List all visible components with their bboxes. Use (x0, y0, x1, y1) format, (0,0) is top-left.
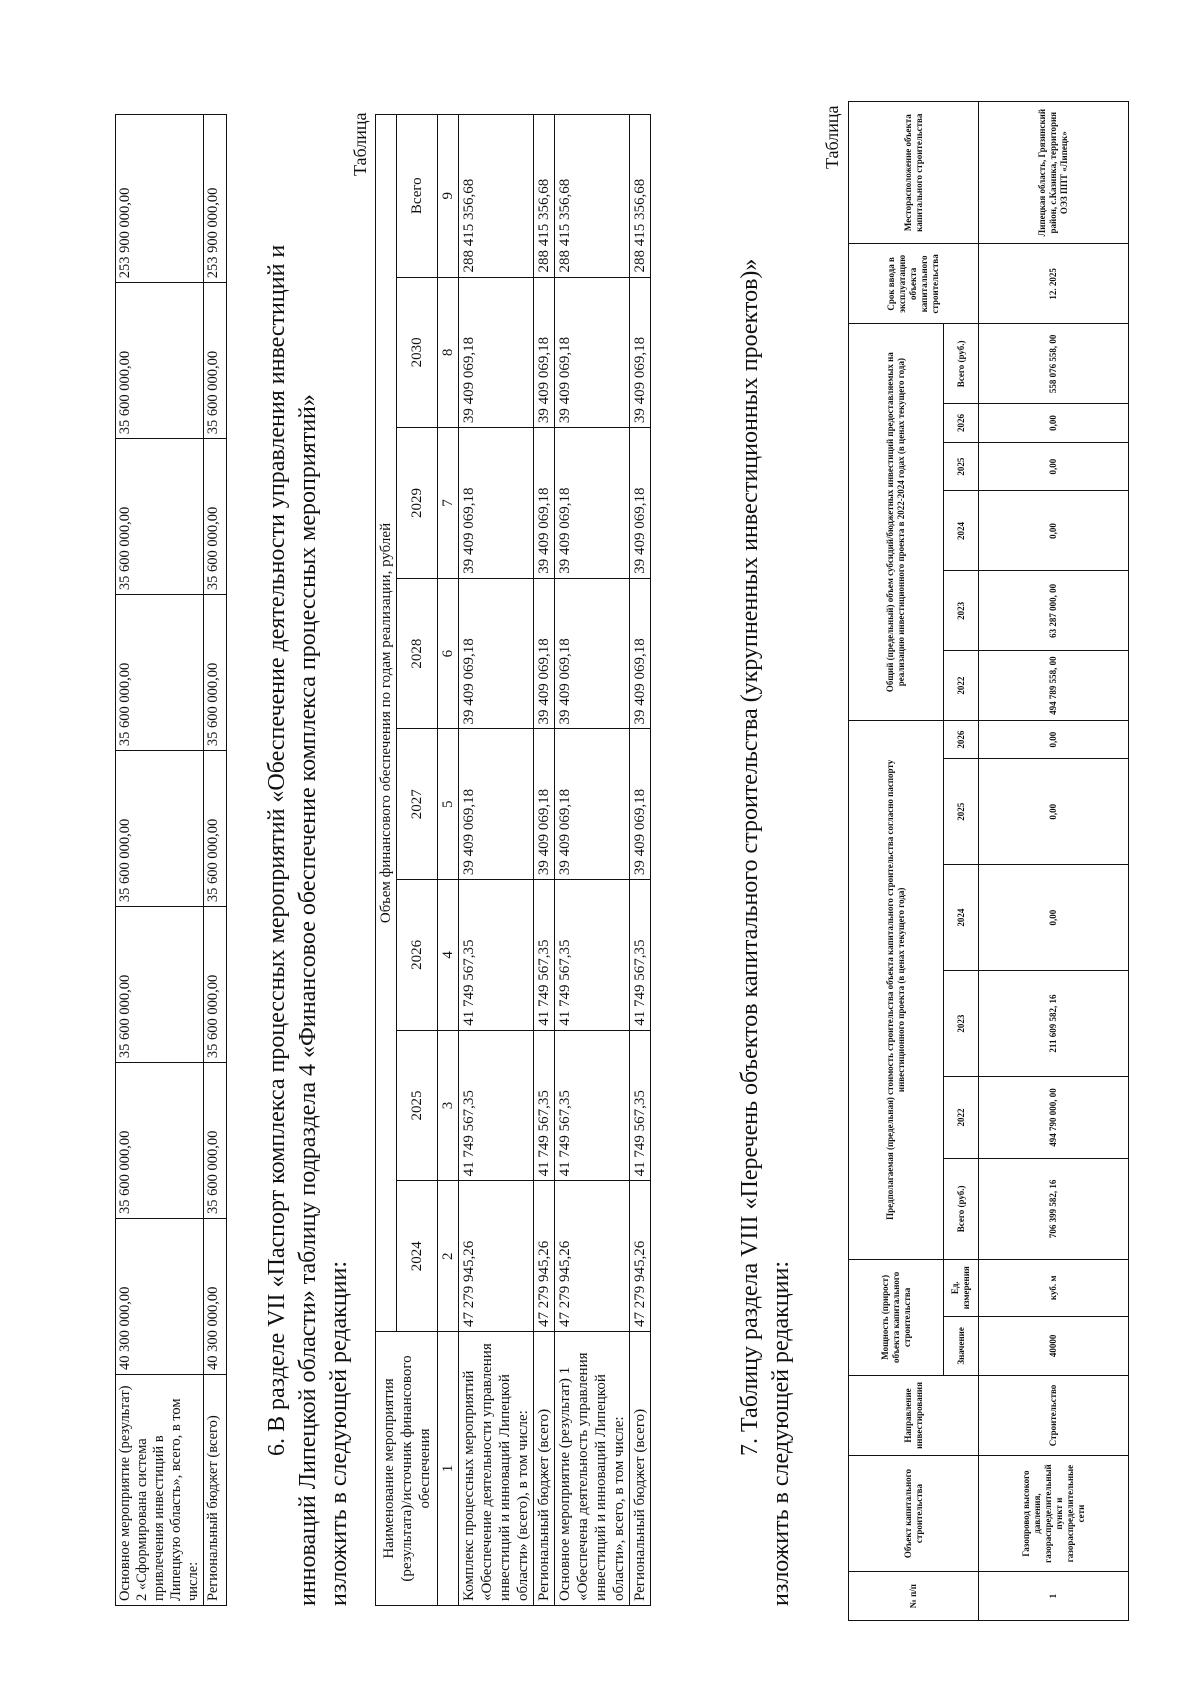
head-direction: Направление инвестирования (849, 1375, 979, 1455)
cell: 39 409 069,18 (534, 578, 555, 729)
cell: 39 409 069,18 (459, 428, 534, 579)
col-number: 8 (438, 277, 459, 428)
head-subsidy-year: 2022 (944, 651, 979, 721)
section-6-line1: 6. В разделе VII «Паспорт комплекса процессных мероприятий «Обеспечение деятельности управления инвестиций и (264, 244, 290, 1456)
row-subsidy-year: 0,00 (979, 491, 1129, 571)
head-subsidy-year: 2025 (944, 442, 979, 491)
row-direction: Строительство (979, 1375, 1129, 1455)
cell: 41 749 567,35 (534, 880, 555, 1031)
cell: 35 600 000,00 (116, 283, 204, 439)
head-subsidy-year: 2024 (944, 491, 979, 571)
cell: 41 749 567,35 (459, 880, 534, 1031)
cell: 35 600 000,00 (116, 907, 204, 1063)
row-deadline: 12. 2025 (979, 244, 1129, 324)
table-row (534, 115, 555, 1606)
cell: 253 900 000,00 (116, 115, 204, 283)
cell: 40 300 000,00 (204, 1219, 227, 1375)
cell: 41 749 567,35 (555, 880, 630, 1031)
row-subsidy-year: 63 287 000, 00 (979, 571, 1129, 651)
table-row (555, 115, 630, 1606)
section-6-heading (262, 106, 355, 1606)
cell: 39 409 069,18 (555, 277, 630, 428)
cell: 39 409 069,18 (555, 729, 630, 880)
cell: 39 409 069,18 (534, 428, 555, 579)
row-location: Липецкая область, Грязинский район, с.Казинка, территория ОЭЗ ППТ «Липецк» (979, 102, 1129, 244)
head-cost-year: 2026 (944, 720, 979, 758)
row-subsidy-year: 494 789 558, 00 (979, 651, 1129, 721)
section-6-line3: изложить в следующей редакции: (326, 1260, 352, 1606)
cell: 39 409 069,18 (555, 428, 630, 579)
section-7-line2: изложить в следующей редакции: (768, 1260, 794, 1606)
cell: 35 600 000,00 (204, 751, 227, 907)
cell: 41 749 567,35 (630, 880, 651, 1031)
table-header-row (849, 102, 944, 1621)
cell: 35 600 000,00 (116, 1063, 204, 1219)
head-object: Объект капитального строительства (849, 1455, 979, 1571)
row-name: Региональный бюджет (всего) (204, 1375, 227, 1606)
col-number: 7 (438, 428, 459, 579)
table-row (979, 102, 1129, 1621)
table-row (204, 115, 227, 1606)
year-header: 2027 (397, 729, 438, 880)
row-subsidy-year: 0,00 (979, 442, 1129, 491)
cell: 41 749 567,35 (630, 1030, 651, 1181)
cell: 39 409 069,18 (630, 277, 651, 428)
row-subsidy-total: 558 076 558, 00 (979, 324, 1129, 404)
cell: 39 409 069,18 (459, 578, 534, 729)
cell: 40 300 000,00 (116, 1219, 204, 1375)
year-header: 2029 (397, 428, 438, 579)
row-cost-year: 494 790 000, 00 (979, 1077, 1129, 1159)
table-row (116, 115, 204, 1606)
cell: 35 600 000,00 (204, 595, 227, 751)
head-capacity-value: Значение (944, 1316, 979, 1375)
row-cost-year: 0,00 (979, 720, 1129, 758)
col-number: 3 (438, 1030, 459, 1181)
col-number: 5 (438, 729, 459, 880)
col-number: 4 (438, 880, 459, 1031)
cell: 35 600 000,00 (116, 595, 204, 751)
cell: 39 409 069,18 (555, 578, 630, 729)
cell: 253 900 000,00 (204, 115, 227, 283)
cell: 35 600 000,00 (204, 283, 227, 439)
head-location: Месторасположение объекта капитального строительства (849, 102, 979, 244)
head-cost: Предполагаемая (предельная) стоимость строительства объекта капитального строительства согласно паспорту инвестиционного проекта (в ценах текущего года) (849, 720, 944, 1259)
head-cost-total: Всего (руб.) (944, 1159, 979, 1260)
year-header: 2026 (397, 880, 438, 1031)
table-caption: Таблица (822, 105, 842, 169)
table-caption: Таблица (350, 112, 370, 176)
cell: 39 409 069,18 (630, 729, 651, 880)
head-name: Наименование мероприятия (результата)/источник финансового обеспечения (376, 1332, 438, 1606)
col-number: 2 (438, 1181, 459, 1332)
cell: 47 279 945,26 (459, 1181, 534, 1332)
col-number: 6 (438, 578, 459, 729)
table-header-row (376, 115, 397, 1606)
objects-table (848, 101, 1129, 1621)
year-header: Всего (397, 115, 438, 278)
head-cost-year: 2023 (944, 971, 979, 1077)
head-subsidy: Общий (предельный) объем субсидий/бюджетных инвестиций предоставляемых на реализацию инвестиционного проекта в 2022-2024 годах (в ценах текущего года) (849, 324, 944, 721)
cell: 35 600 000,00 (204, 439, 227, 595)
head-cost-year: 2024 (944, 865, 979, 971)
row-capacity-unit: куб. м (979, 1259, 1129, 1316)
section-7-line1: 7. Таблицу раздела VIII «Перечень объектов капитального строительства (укрупненных инвестиционных проектов)» (737, 258, 763, 1456)
row-subsidy-year: 0,00 (979, 404, 1129, 442)
column-number-row (438, 115, 459, 1606)
year-header: 2028 (397, 578, 438, 729)
cell: 35 600 000,00 (204, 907, 227, 1063)
cell: 47 279 945,26 (555, 1181, 630, 1332)
col-number: 9 (438, 115, 459, 278)
finance-table (375, 114, 651, 1606)
section-6-line2: инноваций Липецкой области» таблицу подраздела 4 «Финансовое обеспечение комплекса процессных мероприятий» (295, 394, 321, 1606)
row-name: Основное мероприятие (результат) 1 «Обеспечена деятельность управления инвестиций и инноваций Липецкой области», всего, в том числе: (555, 1332, 630, 1606)
row-name: Региональный бюджет (всего) (534, 1332, 555, 1606)
head-subsidy-year: 2026 (944, 404, 979, 442)
head-group: Объем финансового обеспечения по годам реализации, рублей (376, 115, 397, 1332)
cell: 39 409 069,18 (630, 578, 651, 729)
row-cost-year: 211 609 582, 16 (979, 971, 1129, 1077)
cell: 288 415 356,68 (630, 115, 651, 278)
head-capacity-unit: Ед. измерения (944, 1259, 979, 1316)
row-cost-year: 0,00 (979, 759, 1129, 865)
head-cost-year: 2025 (944, 759, 979, 865)
cell: 47 279 945,26 (534, 1181, 555, 1332)
cell: 288 415 356,68 (459, 115, 534, 278)
row-name: Основное мероприятие (результат) 2 «Сформирована система привлечения инвестиций в Липецкую область», всего, в том числе: (116, 1375, 204, 1606)
cell: 288 415 356,68 (534, 115, 555, 278)
head-cost-year: 2022 (944, 1077, 979, 1159)
row-name: Комплекс процессных мероприятий «Обеспечение деятельности управления инвестиций и инноваций Липецкой области» (всего), в том числе: (459, 1332, 534, 1606)
year-header: 2030 (397, 277, 438, 428)
cell: 41 749 567,35 (534, 1030, 555, 1181)
row-object: Газопровод высокого давления, газораспределительный пункт и газораспределительные сети (979, 1455, 1129, 1571)
col-number: 1 (438, 1332, 459, 1606)
cell: 35 600 000,00 (116, 751, 204, 907)
row-cost-total: 706 399 582, 16 (979, 1159, 1129, 1260)
cell: 39 409 069,18 (534, 277, 555, 428)
cell: 39 409 069,18 (534, 729, 555, 880)
cell: 35 600 000,00 (116, 439, 204, 595)
cell: 288 415 356,68 (555, 115, 630, 278)
head-deadline: Срок ввода в эксплуатацию объекта капитального строительства (849, 244, 979, 324)
row-capacity-value: 40000 (979, 1316, 1129, 1375)
table-continuation (115, 114, 227, 1606)
year-header: 2024 (397, 1181, 438, 1332)
head-subsidy-total: Всего (руб.) (944, 324, 979, 404)
row-name: Региональный бюджет (всего) (630, 1332, 651, 1606)
table-row (630, 115, 651, 1606)
cell: 41 749 567,35 (555, 1030, 630, 1181)
cell: 41 749 567,35 (459, 1030, 534, 1181)
head-subsidy-year: 2023 (944, 571, 979, 651)
head-capacity: Мощность (прирост) объекта капитального строительства (849, 1259, 944, 1375)
row-num: 1 (979, 1572, 1129, 1621)
table-row (459, 115, 534, 1606)
cell: 39 409 069,18 (630, 428, 651, 579)
cell: 47 279 945,26 (630, 1181, 651, 1332)
cell: 39 409 069,18 (459, 729, 534, 880)
cell: 39 409 069,18 (459, 277, 534, 428)
section-7-heading (735, 106, 797, 1606)
year-header: 2025 (397, 1030, 438, 1181)
row-cost-year: 0,00 (979, 865, 1129, 971)
head-num: № п/п (849, 1572, 979, 1621)
cell: 35 600 000,00 (204, 1063, 227, 1219)
